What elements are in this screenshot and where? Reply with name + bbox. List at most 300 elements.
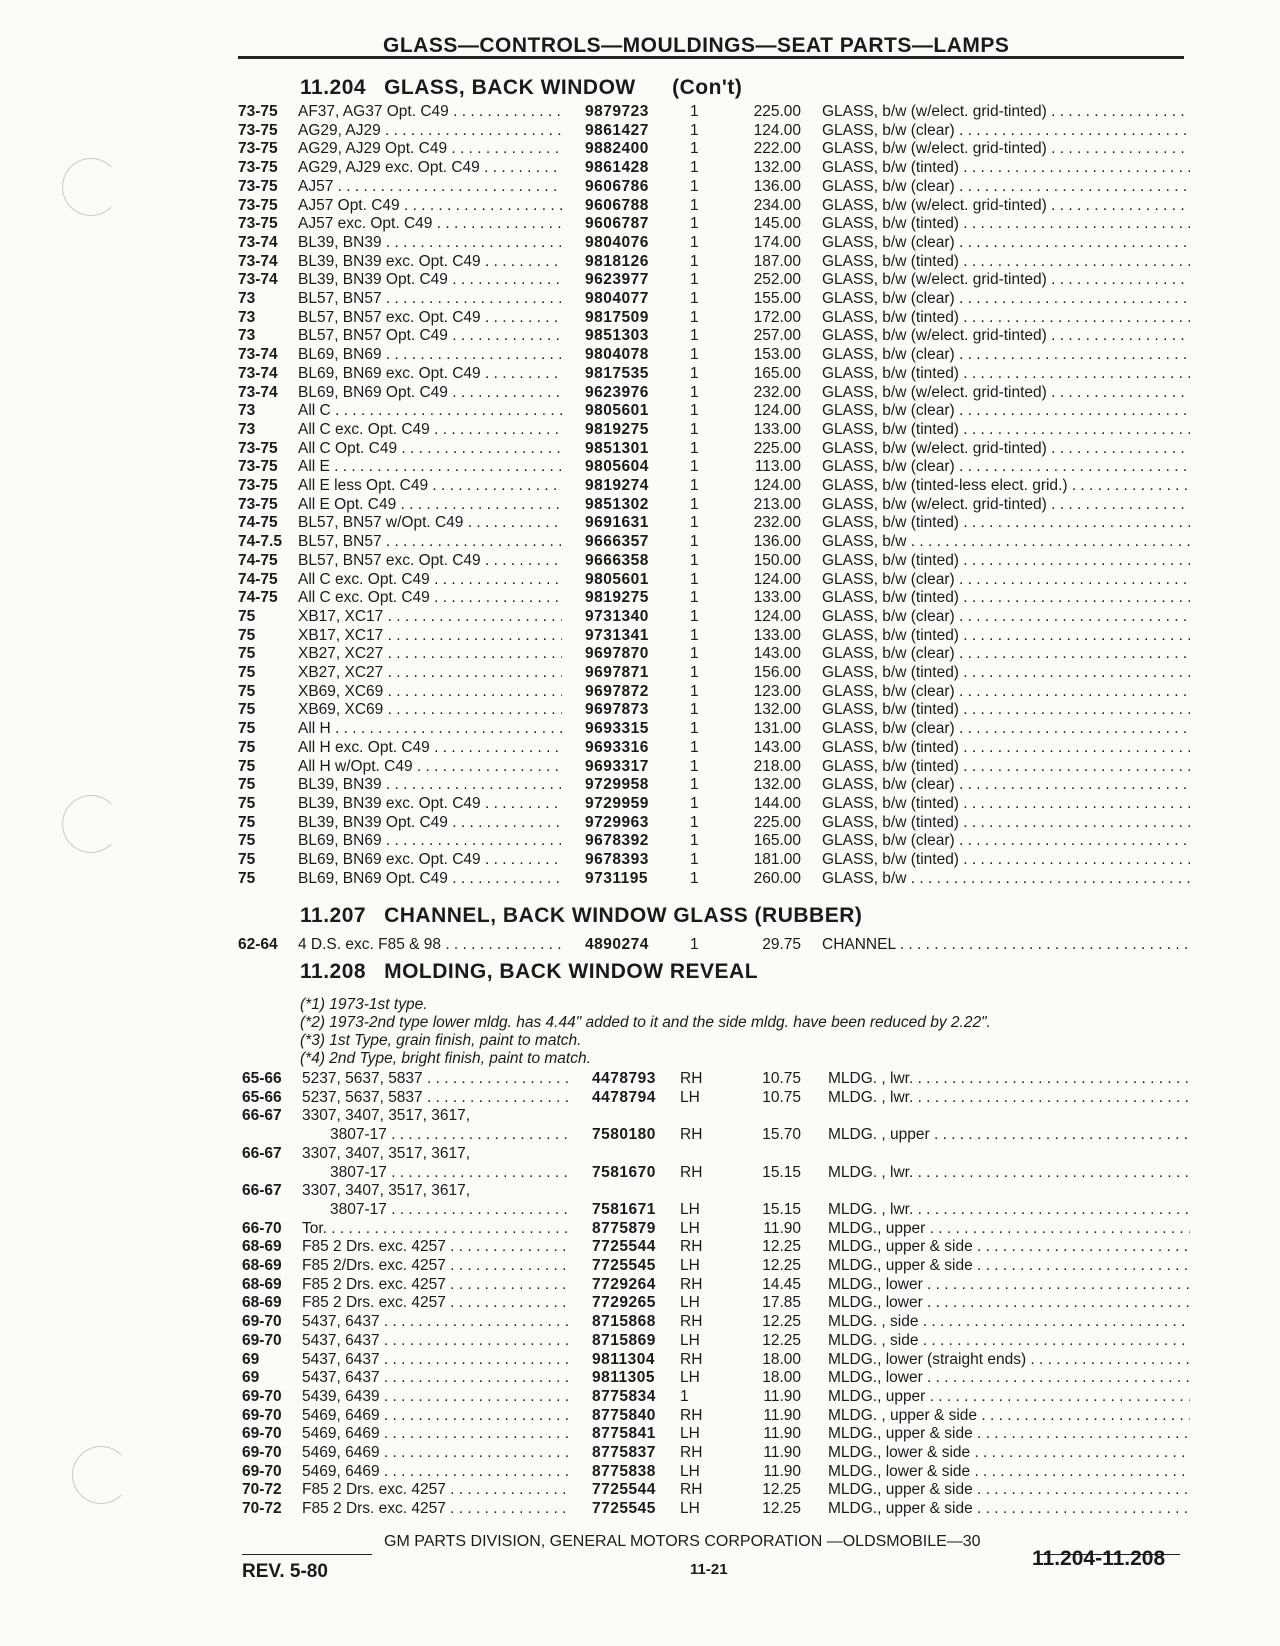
model-application: 3307, 3407, 3517, 3617, [302, 1107, 471, 1125]
quantity: 1 [690, 420, 699, 438]
table-row [0, 935, 1280, 954]
price: 213.00 [753, 495, 801, 513]
part-description: MLDG., upper & side . . . [828, 1424, 1190, 1443]
quantity: 1 [690, 551, 699, 569]
model-year: 73-75 [238, 177, 278, 195]
quantity: 1 [690, 776, 699, 794]
part-description: GLASS, b/w . . . [822, 869, 1190, 888]
footer-rule [242, 1554, 372, 1555]
part-number: 9678393 [585, 851, 649, 868]
part-description: GLASS, b/w (clear) . . . [822, 570, 1190, 589]
price: 131.00 [753, 720, 801, 738]
side: RH [680, 1444, 703, 1461]
model-application: 5469, 6469 . . . [302, 1406, 570, 1425]
price: 124.00 [753, 402, 801, 420]
section-heading [300, 960, 758, 984]
quantity: 1 [690, 103, 699, 120]
part-number: 9817509 [585, 308, 649, 326]
table-row [0, 551, 1280, 570]
model-year: 75 [238, 720, 256, 738]
model-year: 75 [238, 626, 256, 644]
price: 132.00 [753, 159, 801, 177]
part-description: GLASS, b/w (clear) . . . [822, 345, 1190, 364]
part-number: 8775834 [592, 1387, 656, 1405]
model-application: F85 2 Drs. exc. 4257 . . . [302, 1499, 570, 1518]
model-application: All C exc. Opt. C49 . . . [298, 588, 562, 607]
quantity: 1 [690, 159, 699, 177]
part-number: 9693317 [585, 757, 649, 775]
price: 181.00 [753, 851, 801, 868]
table-row [0, 270, 1280, 289]
part-description: GLASS, b/w (clear) . . . [822, 401, 1190, 420]
part-number: 9697873 [585, 701, 649, 719]
part-description: MLDG. , upper & side . . . [828, 1406, 1190, 1425]
part-description: CHANNEL . . . [822, 935, 1190, 954]
part-description: MLDG., lower . . . [828, 1368, 1190, 1387]
quantity: 1 [690, 794, 699, 812]
part-description: MLDG., lower & side . . . [828, 1443, 1190, 1462]
model-application: XB27, XC27 . . . [298, 644, 562, 663]
quantity: 1 [690, 402, 699, 420]
model-year: 73-74 [238, 252, 278, 270]
price: 18.00 [762, 1350, 801, 1368]
table-row [0, 121, 1280, 140]
page-number: 11-21 [690, 1561, 728, 1578]
price: 187.00 [753, 252, 801, 270]
part-number: 9606786 [585, 177, 649, 195]
part-number: 9697872 [585, 682, 649, 700]
part-number: 9666358 [585, 551, 649, 569]
part-number: 9731340 [585, 607, 649, 625]
quantity: 1 [690, 196, 699, 214]
model-application: All C Opt. C49 . . . [298, 439, 562, 458]
table-row [0, 439, 1280, 458]
quantity: 1 [690, 869, 699, 887]
model-year: 73-74 [238, 346, 278, 364]
quantity: 1 [690, 626, 699, 644]
quantity: 1 [690, 701, 699, 719]
price: 232.00 [753, 514, 801, 532]
quantity: 1 [690, 533, 699, 551]
quantity: 1 [690, 271, 699, 289]
table-row [0, 1480, 1280, 1499]
table-row [0, 1219, 1280, 1238]
model-application: BL39, BN39 Opt. C49 . . . [298, 813, 562, 832]
part-number: 4478793 [592, 1070, 656, 1087]
price: 133.00 [753, 420, 801, 438]
part-number: 9879723 [585, 103, 649, 120]
model-year: 74-75 [238, 589, 278, 607]
model-application: 5437, 6437 . . . [302, 1368, 570, 1387]
footer-organization: GM PARTS DIVISION, GENERAL MOTORS CORPORATION —OLDSMOBILE—30 [384, 1533, 981, 1550]
model-application: AG29, AJ29 exc. Opt. C49 . . . [298, 158, 562, 177]
part-description: GLASS, b/w (w/elect. grid-tinted) . . . [822, 196, 1190, 215]
part-description: GLASS, b/w (tinted) . . . [822, 626, 1190, 645]
model-year: 69-70 [242, 1313, 282, 1331]
model-application: 5437, 6437 . . . [302, 1331, 570, 1350]
part-number: 7729265 [592, 1294, 656, 1312]
part-description: GLASS, b/w (tinted) . . . [822, 738, 1190, 757]
price: 218.00 [753, 757, 801, 775]
price: 29.75 [762, 936, 801, 953]
part-description: MLDG., upper . . . [828, 1387, 1190, 1406]
table-row [0, 626, 1280, 645]
part-description: MLDG. , lwr. . . . [828, 1163, 1190, 1182]
side: RH [680, 1406, 703, 1424]
part-number: 9678392 [585, 832, 649, 850]
model-application-cont: 3807-17 . . . [330, 1163, 570, 1182]
table-row [0, 102, 1280, 121]
model-application: All H w/Opt. C49 . . . [298, 757, 562, 776]
table-row [0, 476, 1280, 495]
model-application: AF37, AG37 Opt. C49 . . . [298, 102, 562, 121]
price: 12.25 [762, 1500, 801, 1518]
footnote: (*4) 2nd Type, bright finish, paint to match. [300, 1050, 591, 1067]
part-description: GLASS, b/w (tinted) . . . [822, 700, 1190, 719]
quantity: 1 [690, 346, 699, 364]
part-description: GLASS, b/w (clear) . . . [822, 233, 1190, 252]
part-description: GLASS, b/w (tinted) . . . [822, 757, 1190, 776]
part-description: GLASS, b/w (w/elect. grid-tinted) . . . [822, 383, 1190, 402]
part-description: MLDG., lower . . . [828, 1275, 1190, 1294]
model-application: F85 2 Drs. exc. 4257 . . . [302, 1293, 570, 1312]
side: RH [680, 1313, 703, 1331]
part-description: GLASS, b/w (w/elect. grid-tinted) . . . [822, 439, 1190, 458]
side: LH [680, 1425, 700, 1443]
price: 143.00 [753, 738, 801, 756]
model-application: BL69, BN69 exc. Opt. C49 . . . [298, 364, 562, 383]
part-number: 9729963 [585, 813, 649, 831]
part-number: 7725545 [592, 1257, 656, 1274]
model-year: 69-70 [242, 1387, 282, 1405]
table-row [0, 158, 1280, 177]
part-description: MLDG., upper & side . . . [828, 1499, 1190, 1518]
part-number: 4890274 [585, 936, 649, 953]
part-number: 9691631 [585, 514, 649, 532]
part-number: 9811305 [592, 1369, 655, 1387]
quantity: 1 [690, 813, 699, 831]
model-year: 75 [238, 776, 256, 794]
part-description: GLASS, b/w (w/elect. grid-tinted) . . . [822, 326, 1190, 345]
part-number: 7725545 [592, 1500, 656, 1518]
table-row [0, 1499, 1280, 1518]
part-description: GLASS, b/w (clear) . . . [822, 682, 1190, 701]
model-year: 68-69 [242, 1238, 282, 1256]
model-year: 69-70 [242, 1406, 282, 1424]
model-application: All H exc. Opt. C49 . . . [298, 738, 562, 757]
part-number: 8715868 [592, 1313, 656, 1331]
price: 143.00 [753, 645, 801, 663]
part-description: GLASS, b/w (tinted) . . . [822, 850, 1190, 869]
footnote: (*3) 1st Type, grain finish, paint to match. [300, 1032, 582, 1049]
model-year: 73-75 [238, 215, 278, 233]
table-row [0, 1106, 1280, 1125]
part-number: 9731195 [585, 869, 648, 887]
part-description: MLDG. , lwr. . . . [828, 1200, 1190, 1219]
part-description: GLASS, b/w (w/elect. grid-tinted) . . . [822, 139, 1190, 158]
revision-date: REV. 5-80 [242, 1561, 328, 1582]
quantity: 1 [690, 177, 699, 195]
part-description: MLDG. , lwr. . . . [828, 1088, 1190, 1107]
part-description: MLDG., upper & side . . . [828, 1237, 1190, 1256]
model-application: AG29, AJ29 . . . [298, 121, 562, 140]
side: LH [680, 1462, 700, 1480]
price: 260.00 [753, 869, 801, 887]
table-row [0, 831, 1280, 850]
model-year: 73-75 [238, 495, 278, 513]
model-application-cont: 3807-17 . . . [330, 1200, 570, 1219]
side: LH [680, 1088, 700, 1106]
price: 136.00 [753, 533, 801, 551]
model-application: F85 2 Drs. exc. 4257 . . . [302, 1237, 570, 1256]
part-number: 9805601 [585, 402, 649, 420]
quantity: 1 [690, 477, 699, 494]
part-description: MLDG. , upper . . . [828, 1125, 1190, 1144]
section-number: 11.207 [300, 904, 367, 927]
price: 11.90 [763, 1425, 801, 1443]
quantity: 1 [690, 439, 699, 457]
table-row-continuation [0, 1163, 1280, 1182]
model-application-cont: 3807-17 . . . [330, 1125, 570, 1144]
model-year: 73 [238, 420, 256, 438]
price: 232.00 [753, 383, 801, 401]
part-description: GLASS, b/w (clear) . . . [822, 719, 1190, 738]
table-row [0, 1293, 1280, 1312]
table-row [0, 663, 1280, 682]
part-number: 9817535 [585, 364, 649, 382]
price: 123.00 [753, 682, 801, 700]
price: 257.00 [753, 327, 801, 345]
quantity: 1 [690, 308, 699, 326]
part-number: 9606788 [585, 196, 649, 214]
part-number: 7580180 [592, 1126, 656, 1144]
part-description: MLDG. , side . . . [828, 1312, 1190, 1331]
model-year: 73-75 [238, 140, 278, 158]
model-application: F85 2 Drs. exc. 4257 . . . [302, 1480, 570, 1499]
part-description: MLDG. , lwr. . . . [828, 1069, 1190, 1088]
model-application: BL69, BN69 exc. Opt. C49 . . . [298, 850, 562, 869]
table-row [0, 607, 1280, 626]
side: LH [680, 1294, 700, 1312]
section-heading [300, 76, 742, 100]
model-application: BL57, BN57 w/Opt. C49 . . . [298, 513, 562, 532]
price: 11.90 [763, 1219, 801, 1237]
model-year: 66-67 [242, 1182, 282, 1200]
table-row [0, 570, 1280, 589]
model-application: All C exc. Opt. C49 . . . [298, 570, 562, 589]
part-description: GLASS, b/w (tinted) . . . [822, 252, 1190, 271]
model-application: BL57, BN57 exc. Opt. C49 . . . [298, 308, 562, 327]
part-description: GLASS, b/w (clear) . . . [822, 289, 1190, 308]
quantity: 1 [690, 233, 699, 251]
model-year: 69-70 [242, 1444, 282, 1461]
table-row [0, 700, 1280, 719]
part-number: 7725544 [592, 1481, 656, 1499]
price: 12.25 [762, 1257, 801, 1274]
part-description: GLASS, b/w (clear) . . . [822, 831, 1190, 850]
part-description: MLDG., lower & side . . . [828, 1462, 1190, 1481]
model-year: 68-69 [242, 1257, 282, 1274]
table-row [0, 813, 1280, 832]
model-application: All E . . . [298, 457, 562, 476]
model-application: BL39, BN39 exc. Opt. C49 . . . [298, 252, 562, 271]
price: 17.85 [762, 1294, 801, 1312]
model-year: 73-75 [238, 196, 278, 214]
table-row [0, 757, 1280, 776]
table-row [0, 308, 1280, 327]
table-row [0, 1387, 1280, 1406]
model-year: 75 [238, 645, 256, 663]
table-row [0, 252, 1280, 271]
part-number: 9818126 [585, 252, 649, 270]
price: 153.00 [753, 346, 801, 364]
model-year: 68-69 [242, 1294, 282, 1312]
part-number: 9666357 [585, 533, 649, 551]
section-heading [300, 904, 862, 928]
price: 124.00 [753, 477, 801, 494]
table-row [0, 794, 1280, 813]
table-row [0, 1462, 1280, 1481]
table-row [0, 383, 1280, 402]
section-title: GLASS, BACK WINDOW [384, 76, 636, 99]
model-application: XB17, XC17 . . . [298, 607, 562, 626]
model-application: BL69, BN69 . . . [298, 345, 562, 364]
price: 10.75 [762, 1070, 801, 1087]
model-year: 73-75 [238, 439, 278, 457]
model-application: BL39, BN39 . . . [298, 233, 562, 252]
table-row [0, 177, 1280, 196]
part-description: GLASS, b/w (clear) . . . [822, 177, 1190, 196]
table-row [0, 196, 1280, 215]
part-number: 9819275 [585, 589, 649, 607]
part-number: 9693316 [585, 738, 649, 756]
model-application: Tor. . . . [302, 1219, 570, 1238]
part-description: GLASS, b/w (clear) . . . [822, 644, 1190, 663]
part-description: MLDG., upper & side . . . [828, 1480, 1190, 1499]
price: 150.00 [753, 551, 801, 569]
model-year: 74-75 [238, 551, 278, 569]
model-year: 75 [238, 682, 256, 700]
part-description: GLASS, b/w (clear) . . . [822, 607, 1190, 626]
part-description: GLASS, b/w (tinted) . . . [822, 813, 1190, 832]
part-description: GLASS, b/w (clear) . . . [822, 457, 1190, 476]
model-year: 73-75 [238, 458, 278, 476]
quantity: 1 [690, 607, 699, 625]
price: 113.00 [754, 458, 801, 476]
model-year: 69-70 [242, 1425, 282, 1443]
model-year: 73-75 [238, 477, 278, 494]
price: 15.15 [762, 1163, 801, 1181]
price: 18.00 [762, 1369, 801, 1387]
model-application: 5237, 5637, 5837 . . . [302, 1069, 570, 1088]
part-description: MLDG., lower . . . [828, 1293, 1190, 1312]
model-application: 3307, 3407, 3517, 3617, [302, 1182, 471, 1200]
model-application: XB27, XC27 . . . [298, 663, 562, 682]
table-row [0, 1312, 1280, 1331]
part-description: GLASS, b/w (tinted) . . . [822, 663, 1190, 682]
continued-label: (Con't) [672, 76, 743, 99]
model-application: XB69, XC69 . . . [298, 700, 562, 719]
model-year: 73-75 [238, 121, 278, 139]
table-row [0, 1256, 1280, 1275]
model-application: BL39, BN39 . . . [298, 775, 562, 794]
price: 124.00 [753, 570, 801, 588]
part-description: MLDG., upper & side . . . [828, 1256, 1190, 1275]
table-row [0, 401, 1280, 420]
part-number: 9861428 [585, 159, 649, 177]
model-year: 73-75 [238, 103, 278, 120]
quantity: 1 [690, 495, 699, 513]
model-application: All E less Opt. C49 . . . [298, 476, 562, 495]
section-number: 11.204 [300, 76, 367, 99]
model-application: All E Opt. C49 . . . [298, 495, 562, 514]
part-description: GLASS, b/w . . . [822, 532, 1190, 551]
part-description: GLASS, b/w (w/elect. grid-tinted) . . . [822, 495, 1190, 514]
part-number: 7581671 [592, 1200, 656, 1218]
model-year: 73-74 [238, 233, 278, 251]
model-application: BL69, BN69 Opt. C49 . . . [298, 383, 562, 402]
quantity: 1 [690, 720, 699, 738]
model-application: AJ57 Opt. C49 . . . [298, 196, 562, 215]
part-description: MLDG. , side . . . [828, 1331, 1190, 1350]
section-title: MOLDING, BACK WINDOW REVEAL [384, 960, 759, 983]
quantity: 1 [690, 383, 699, 401]
price: 222.00 [753, 140, 801, 158]
model-year: 75 [238, 701, 256, 719]
model-year: 74-75 [238, 514, 278, 532]
model-year: 73-74 [238, 271, 278, 289]
model-application: 5469, 6469 . . . [302, 1462, 570, 1481]
table-row [0, 495, 1280, 514]
part-description: GLASS, b/w (tinted) . . . [822, 420, 1190, 439]
model-year: 68-69 [242, 1275, 282, 1293]
table-row [0, 513, 1280, 532]
price: 174.00 [753, 233, 801, 251]
side: RH [680, 1163, 703, 1181]
part-number: 8775879 [592, 1219, 656, 1237]
part-number: 8775838 [592, 1462, 656, 1480]
part-number: 9861427 [585, 121, 649, 139]
price: 132.00 [753, 776, 801, 794]
model-application: All H . . . [298, 719, 562, 738]
price: 136.00 [753, 177, 801, 195]
model-application: AG29, AJ29 Opt. C49 . . . [298, 139, 562, 158]
quantity: 1 [690, 215, 699, 233]
table-row [0, 1181, 1280, 1200]
part-number: 9811304 [592, 1350, 655, 1368]
footnote: (*2) 1973-2nd type lower mldg. has 4.44" added to it and the side mldg. have been reduced by 2.22". [300, 1014, 991, 1031]
price: 155.00 [753, 290, 801, 307]
model-year: 70-72 [242, 1481, 282, 1499]
table-row-continuation [0, 1200, 1280, 1219]
part-number: 9804078 [585, 346, 649, 364]
price: 11.90 [763, 1462, 801, 1480]
model-application: 5437, 6437 . . . [302, 1350, 570, 1369]
part-description: GLASS, b/w (clear) . . . [822, 775, 1190, 794]
model-year: 75 [238, 757, 256, 775]
price: 12.25 [762, 1313, 801, 1331]
part-description: GLASS, b/w (tinted-less elect. grid.) . . . [822, 476, 1190, 495]
table-row [0, 532, 1280, 551]
part-number: 8775841 [592, 1425, 656, 1443]
model-year: 74-75 [238, 570, 278, 588]
model-application: BL39, BN39 exc. Opt. C49 . . . [298, 794, 562, 813]
model-year: 75 [238, 738, 256, 756]
model-year: 75 [238, 607, 256, 625]
model-year: 66-67 [242, 1144, 282, 1162]
model-application: F85 2 Drs. exc. 4257 . . . [302, 1275, 570, 1294]
part-number: 9623977 [585, 271, 649, 289]
